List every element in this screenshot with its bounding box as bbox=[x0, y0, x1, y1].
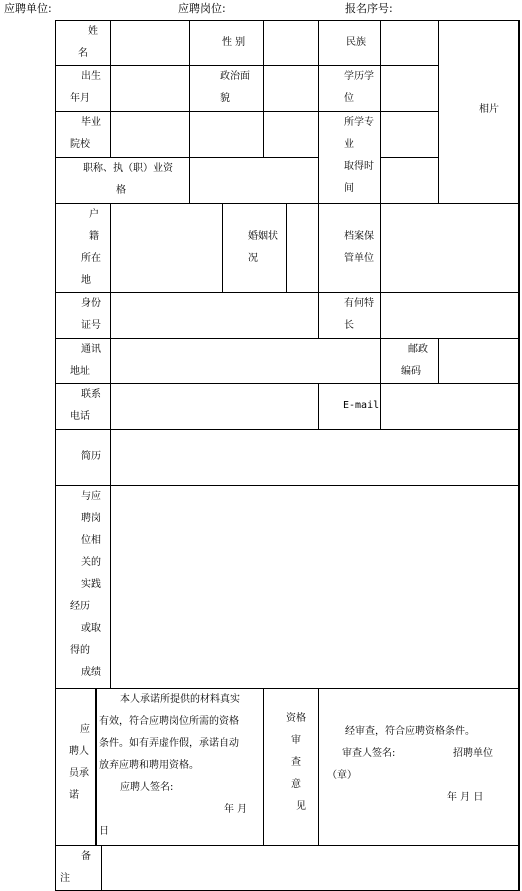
phone-field[interactable] bbox=[110, 383, 319, 430]
experience-label-3: 位相 bbox=[81, 535, 101, 546]
obtained-label-2: 间 bbox=[344, 183, 354, 194]
header-serial: 报名序号: bbox=[345, 2, 393, 15]
pledge-sign-label: 应聘人签名: bbox=[120, 782, 174, 793]
major-label-1: 所学专 bbox=[344, 117, 374, 128]
review-label-cell bbox=[263, 688, 319, 846]
remarks-field[interactable] bbox=[101, 845, 520, 891]
title-label-cell bbox=[55, 157, 190, 204]
household-label-3: 所在 bbox=[81, 253, 101, 264]
education-label-2: 位 bbox=[344, 93, 354, 104]
major-field[interactable] bbox=[380, 111, 439, 158]
review-label-1: 资格 bbox=[286, 713, 306, 724]
education-field[interactable] bbox=[380, 65, 439, 112]
obtained-field[interactable] bbox=[380, 157, 439, 204]
school-field-c[interactable] bbox=[263, 111, 319, 158]
gender-field[interactable] bbox=[263, 20, 319, 66]
household-label-cell bbox=[55, 203, 111, 293]
school-field-b[interactable] bbox=[189, 111, 264, 158]
experience-label-6: 经历 bbox=[70, 601, 90, 612]
marital-field[interactable] bbox=[286, 203, 319, 293]
name-field[interactable] bbox=[110, 20, 190, 66]
pledge-date-label: 年 月 bbox=[224, 804, 248, 815]
specialty-label-1: 有何特 bbox=[344, 298, 374, 309]
experience-label-4: 关的 bbox=[81, 557, 101, 568]
school-field-a[interactable] bbox=[110, 111, 190, 158]
id-field[interactable] bbox=[110, 292, 319, 339]
experience-label-9: 成绩 bbox=[81, 667, 101, 678]
household-label-2: 籍 bbox=[89, 231, 99, 242]
review-stamp-label: （章） bbox=[327, 770, 357, 781]
review-sign-label: 审查人签名: bbox=[342, 748, 396, 759]
pledge-label-3: 员承 bbox=[69, 768, 89, 779]
pledge-line-1: 本人承诺所提供的材料真实 bbox=[120, 694, 240, 705]
remarks-label-2: 注 bbox=[60, 873, 70, 884]
postcode-field[interactable] bbox=[438, 338, 520, 384]
postcode-label-cell bbox=[380, 338, 439, 384]
experience-label-cell bbox=[55, 485, 111, 689]
archive-label-1: 档案保 bbox=[344, 231, 374, 242]
gender-label: 性 别 bbox=[222, 37, 246, 48]
pledge-line-3: 条件。如有弄虚作假，承诺自动 bbox=[99, 738, 239, 749]
birth-label-2: 年月 bbox=[70, 93, 90, 104]
birth-label-1: 出生 bbox=[81, 71, 101, 82]
archive-label-2: 管单位 bbox=[344, 253, 374, 264]
household-label-1: 户 bbox=[89, 209, 99, 220]
title-label-2: 格 bbox=[116, 185, 126, 196]
table-right-border bbox=[518, 20, 520, 891]
pledge-day-label: 日 bbox=[99, 826, 109, 837]
household-label-4: 地 bbox=[81, 275, 91, 286]
header-unit: 应聘单位: bbox=[4, 2, 52, 15]
school-label-cell bbox=[55, 111, 111, 158]
id-label-1: 身份 bbox=[81, 298, 101, 309]
pledge-divider bbox=[95, 688, 97, 846]
review-label-4: 意 bbox=[291, 779, 301, 790]
title-field[interactable] bbox=[189, 157, 319, 204]
review-label-3: 查 bbox=[291, 757, 301, 768]
email-label: E-mail bbox=[343, 400, 380, 411]
archive-field[interactable] bbox=[380, 203, 520, 293]
address-label-2: 地址 bbox=[70, 366, 90, 377]
school-label-1: 毕业 bbox=[81, 117, 101, 128]
postcode-label-2: 编码 bbox=[401, 366, 421, 377]
experience-label-8: 得的 bbox=[70, 645, 90, 656]
resume-label-cell bbox=[55, 429, 111, 486]
title-label-1: 职称、执（职）业资 bbox=[83, 163, 173, 174]
name-label-cell bbox=[55, 20, 111, 66]
review-unit-label: 招聘单位 bbox=[453, 748, 493, 759]
resume-field[interactable] bbox=[110, 429, 520, 486]
review-result: 经审查，符合应聘资格条件。 bbox=[345, 726, 475, 737]
ethnicity-label: 民族 bbox=[346, 37, 366, 48]
obtained-label-1: 取得时 bbox=[344, 161, 374, 172]
pledge-label-2: 聘人 bbox=[69, 746, 89, 757]
major-label-2: 业 bbox=[344, 139, 354, 150]
education-label-1: 学历学 bbox=[344, 71, 374, 82]
education-label-cell bbox=[318, 65, 381, 112]
pledge-label-1: 应 bbox=[80, 724, 90, 735]
gender-label-cell bbox=[189, 20, 264, 66]
review-text-cell bbox=[318, 688, 520, 846]
experience-label-2: 聘岗 bbox=[81, 513, 101, 524]
id-label-cell bbox=[55, 292, 111, 339]
major-label-cell bbox=[318, 111, 381, 204]
birth-label-cell bbox=[55, 65, 111, 112]
phone-label-2: 电话 bbox=[70, 411, 90, 422]
political-label-cell bbox=[189, 65, 264, 112]
review-label-2: 审 bbox=[291, 735, 301, 746]
name-label-2: 名 bbox=[78, 48, 88, 59]
political-label-2: 貌 bbox=[220, 93, 230, 104]
id-label-2: 证号 bbox=[81, 320, 101, 331]
archive-label-cell bbox=[318, 203, 381, 293]
marital-label-2: 况 bbox=[248, 253, 258, 264]
experience-label-7: 或取 bbox=[81, 623, 101, 634]
email-field[interactable] bbox=[380, 383, 520, 430]
photo-label: 相片 bbox=[479, 104, 499, 115]
postcode-label-1: 邮政 bbox=[408, 344, 428, 355]
remarks-label-cell bbox=[55, 845, 102, 891]
pledge-text-cell bbox=[95, 688, 264, 846]
marital-label-1: 婚姻状 bbox=[248, 231, 278, 242]
political-label-1: 政治面 bbox=[220, 71, 250, 82]
specialty-label-cell bbox=[318, 292, 381, 339]
pledge-label-4: 诺 bbox=[69, 790, 79, 801]
photo-cell[interactable] bbox=[438, 20, 520, 204]
school-label-2: 院校 bbox=[70, 139, 90, 150]
review-date-label: 年 月 日 bbox=[447, 792, 484, 803]
ethnicity-label-cell bbox=[318, 20, 381, 66]
pledge-line-4: 放弃应聘和聘用资格。 bbox=[99, 760, 199, 771]
phone-label-1: 联系 bbox=[81, 389, 101, 400]
name-label-1: 姓 bbox=[88, 26, 98, 37]
review-label-5: 见 bbox=[296, 801, 306, 812]
birth-field[interactable] bbox=[110, 65, 190, 112]
experience-label-5: 实践 bbox=[81, 579, 101, 590]
marital-label-cell bbox=[222, 203, 287, 293]
specialty-label-2: 长 bbox=[344, 320, 354, 331]
address-label-cell bbox=[55, 338, 111, 384]
pledge-line-2: 有效，符合应聘岗位所需的资格 bbox=[99, 716, 239, 727]
address-label-1: 通讯 bbox=[81, 344, 101, 355]
email-label-cell bbox=[318, 383, 381, 430]
household-field[interactable] bbox=[110, 203, 223, 293]
specialty-field[interactable] bbox=[380, 292, 520, 339]
resume-label: 简历 bbox=[81, 451, 101, 462]
pledge-label-cell bbox=[55, 688, 96, 846]
phone-label-cell bbox=[55, 383, 111, 430]
ethnicity-field[interactable] bbox=[380, 20, 439, 66]
remarks-label-1: 备 bbox=[81, 851, 91, 862]
political-field[interactable] bbox=[263, 65, 319, 112]
experience-label-1: 与应 bbox=[81, 491, 101, 502]
header-position: 应聘岗位: bbox=[178, 2, 226, 15]
experience-field[interactable] bbox=[110, 485, 520, 689]
address-field[interactable] bbox=[110, 338, 381, 384]
